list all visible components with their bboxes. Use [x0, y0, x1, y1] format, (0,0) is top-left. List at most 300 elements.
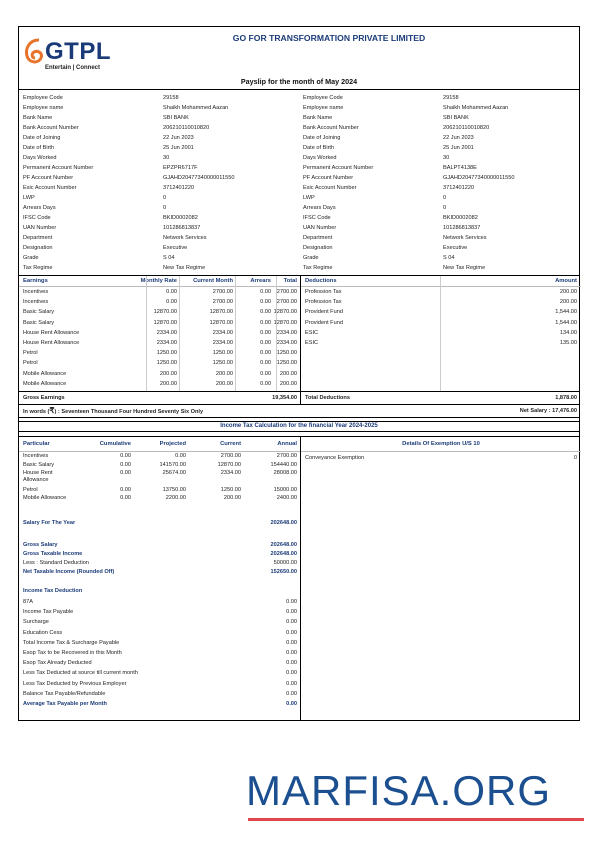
earnings-cell: Incentives — [23, 289, 49, 295]
itd-row — [19, 628, 300, 638]
info-row — [299, 173, 579, 183]
earnings-row — [19, 297, 300, 307]
tax-cell: Mobile Allowance — [23, 495, 67, 501]
earnings-cell: 12870.00 — [209, 319, 233, 326]
info-value: 0 — [443, 195, 447, 201]
info-row — [299, 253, 579, 263]
earnings-cell: House Rent Allowance — [23, 329, 80, 336]
info-label: Designation — [303, 245, 333, 251]
earnings-cell: 0.00 — [260, 339, 271, 346]
info-label: Date of Birth — [303, 145, 335, 151]
info-label: Permanent Account Number — [303, 165, 374, 171]
info-value: 3712401220 — [443, 185, 475, 191]
tax-cell: 2700.00 — [220, 453, 241, 459]
earnings-cell: 0.00 — [260, 289, 271, 295]
deductions-header — [301, 276, 581, 287]
info-row — [19, 123, 299, 133]
earnings-col-header: Arrears — [250, 278, 271, 284]
earnings-row — [19, 287, 300, 297]
itd-row — [19, 617, 300, 627]
info-value: New Tax Regime — [163, 265, 206, 271]
info-row — [299, 113, 579, 123]
deduction-amount: 134.00 — [559, 329, 577, 336]
exemption-value: 0 — [573, 455, 577, 461]
info-label: Tax Regime — [23, 265, 53, 271]
salary-year-label: Salary For The Year — [23, 520, 76, 526]
itd-value: 0.00 — [286, 599, 297, 605]
deduction-name: Profession Tax — [305, 289, 342, 295]
tax-cell: 2334.00 — [220, 470, 241, 476]
avg-tax-value: 0.00 — [286, 700, 297, 707]
tax-section — [19, 437, 579, 721]
info-value: 0 — [163, 205, 167, 211]
info-row — [299, 103, 579, 113]
deductions-row — [301, 297, 581, 307]
info-row — [19, 193, 299, 203]
tax-title: Income Tax Calculation for the financial Year 2024-2025 — [19, 422, 579, 432]
earnings-cell: 2334.00 — [212, 329, 233, 336]
earnings-row — [19, 318, 300, 328]
info-row — [19, 153, 299, 163]
tax-cell: House Rent Allowance — [23, 470, 53, 483]
deduction-name: ESIC — [305, 339, 319, 346]
info-row — [299, 133, 579, 143]
itd-label: Less Tax Deducted at source till current month — [23, 670, 138, 677]
info-value: 22 Jun 2023 — [163, 135, 194, 141]
earnings-col-header: Earnings — [23, 278, 48, 284]
exemption-title: Details Of Exemption U/S 10 — [301, 437, 581, 452]
itd-label: Esop Tax to be Recovered in this Month — [23, 649, 122, 656]
total-deductions-label: Total Deductions — [305, 395, 350, 401]
tax-row — [19, 461, 300, 470]
tax-col-header: Annual — [277, 441, 297, 447]
info-value: S 04 — [163, 255, 175, 261]
tax-row — [19, 470, 300, 486]
deduction-amount: 1,544.00 — [555, 309, 577, 316]
info-row — [19, 93, 299, 103]
info-row — [19, 243, 299, 253]
info-label: IFSC Code — [303, 215, 331, 221]
earnings-col-header: Current Month — [193, 278, 233, 284]
earnings-cell: 200.00 — [159, 370, 177, 377]
itd-value: 0.00 — [286, 639, 297, 646]
info-row — [299, 243, 579, 253]
earnings-cell: 2334.00 — [276, 339, 297, 346]
info-row — [299, 263, 579, 273]
tax-col-header: Cumulative — [99, 441, 131, 447]
total-deductions-value: 1,878.00 — [555, 395, 577, 401]
info-value: 0 — [443, 205, 447, 211]
gross-taxable-value: 202648.00 — [270, 551, 297, 557]
info-label: Designation — [23, 245, 53, 251]
deduction-amount: 135.00 — [559, 339, 577, 346]
info-label: Arrears Days — [23, 205, 56, 211]
info-value: New Tax Regime — [443, 265, 486, 271]
tax-cell: 0.00 — [175, 453, 186, 459]
itd-value: 0.00 — [286, 629, 297, 636]
deduction-amount: 200.00 — [559, 299, 577, 306]
earnings-cell: 200.00 — [215, 380, 233, 387]
earnings-cell: Mobile Allowance — [23, 380, 67, 387]
tax-row — [19, 495, 300, 511]
deductions-row — [301, 287, 581, 297]
gross-salary-label: Gross Salary — [23, 542, 58, 548]
earnings-cell: 0.00 — [260, 329, 271, 336]
itd-value: 0.00 — [286, 649, 297, 656]
info-label: LWP — [23, 195, 35, 201]
deductions-col-header: Amount — [555, 278, 577, 284]
earnings-row — [19, 307, 300, 317]
itd-label: Esop Tax Already Deducted — [23, 660, 92, 667]
earnings-header — [19, 276, 300, 287]
info-row — [19, 203, 299, 213]
itd-label: Income Tax Payable — [23, 609, 74, 616]
info-value: 101286813837 — [443, 225, 481, 231]
earnings-cell: 0.00 — [260, 309, 271, 316]
info-row — [19, 253, 299, 263]
earnings-cell: 12870.00 — [153, 309, 177, 316]
info-value: SBI BANK — [443, 115, 469, 121]
info-row — [299, 193, 579, 203]
tax-cell: 0.00 — [120, 453, 131, 459]
tax-calculation — [19, 437, 301, 721]
info-value: 0 — [163, 195, 167, 201]
info-label: Bank Name — [303, 115, 333, 121]
earnings-cell: 12870.00 — [273, 319, 297, 326]
tax-cell: Basic Salary — [23, 462, 55, 468]
info-label: Date of Joining — [23, 135, 61, 141]
info-value: 25 Jun 2001 — [163, 145, 194, 151]
info-value: Network Services — [163, 235, 207, 241]
earnings-cell: House Rent Allowance — [23, 339, 80, 346]
info-value: 29158 — [163, 95, 179, 101]
info-row — [299, 143, 579, 153]
deduction-amount: 1,544.00 — [555, 319, 577, 326]
logo-text: GTPL — [45, 38, 111, 65]
earnings-row — [19, 369, 300, 379]
deductions-row — [301, 307, 581, 317]
tax-cell: 2400.00 — [276, 495, 297, 501]
earnings-cell: Petrol — [23, 360, 38, 367]
info-label: Bank Name — [23, 115, 53, 121]
info-row — [299, 203, 579, 213]
info-label: Bank Account Number — [23, 125, 79, 131]
deductions-row — [301, 328, 581, 338]
employee-info-left — [19, 93, 299, 273]
info-row — [19, 233, 299, 243]
info-label: UAN Number — [23, 225, 57, 231]
deduction-name: Profession Tax — [305, 299, 342, 306]
deductions-row — [301, 318, 581, 328]
earnings-cell: 1250.00 — [212, 350, 233, 357]
itd-row — [19, 597, 300, 607]
info-row — [299, 223, 579, 233]
words-prefix: In words ( — [23, 409, 50, 415]
earnings-cell: 2700.00 — [276, 299, 297, 306]
itd-title: Income Tax Deduction — [23, 588, 83, 594]
tax-col-header: Current — [220, 441, 241, 447]
info-value: Executive — [163, 245, 188, 251]
exemption-row — [301, 452, 581, 464]
net-salary: Net Salary : 17,476.00 — [519, 408, 577, 414]
watermark-underline — [248, 818, 584, 821]
payslip-header — [19, 27, 579, 90]
earnings-cell: 200.00 — [215, 370, 233, 377]
info-label: UAN Number — [303, 225, 337, 231]
itd-value: 0.00 — [286, 619, 297, 626]
info-value: 25 Jun 2001 — [443, 145, 474, 151]
info-label: Bank Account Number — [303, 125, 359, 131]
earnings-cell: 2334.00 — [156, 329, 177, 336]
info-row — [299, 213, 579, 223]
info-label: LWP — [303, 195, 315, 201]
info-row — [19, 133, 299, 143]
itd-label: 87A — [23, 599, 33, 605]
employee-info — [19, 90, 579, 276]
info-label: Grade — [23, 255, 39, 261]
deductions-table — [301, 276, 581, 348]
tax-cell: 25674.00 — [162, 470, 186, 476]
itd-row — [19, 638, 300, 648]
itd-row — [19, 679, 300, 689]
itd-row — [19, 607, 300, 617]
deduction-name: Provident Fund — [305, 319, 343, 326]
tax-col-header: Particular — [23, 441, 50, 447]
earnings-cell: 0.00 — [260, 380, 271, 387]
earnings-cell: 1250.00 — [276, 360, 297, 367]
gross-earnings-label: Gross Earnings — [23, 395, 65, 401]
info-value: 101286813837 — [163, 225, 201, 231]
earnings-cell: 200.00 — [279, 380, 297, 387]
earnings-col-header: Total — [283, 278, 297, 284]
tax-cell: 13750.00 — [162, 487, 186, 493]
info-value: GJAHD20477340000011550 — [443, 175, 515, 181]
info-value: BALPT4138E — [443, 165, 477, 171]
salary-year-value: 202648.00 — [270, 520, 297, 526]
deduction-name: ESIC — [305, 329, 319, 336]
deduction-name: Provident Fund — [305, 309, 343, 316]
itd-value: 0.00 — [286, 680, 297, 687]
itd-value: 0.00 — [286, 660, 297, 667]
earnings-cell: 0.00 — [166, 289, 177, 295]
info-label: Date of Birth — [23, 145, 55, 151]
info-value: BKID0002082 — [443, 215, 478, 221]
earnings-cell: 2700.00 — [212, 289, 233, 295]
info-label: Employee Code — [23, 95, 63, 101]
info-label: Permanent Account Number — [23, 165, 94, 171]
earnings-cell: 200.00 — [279, 370, 297, 377]
info-row — [19, 223, 299, 233]
tax-cell: 28008.00 — [273, 470, 297, 476]
info-label: Department — [303, 235, 333, 241]
info-label: Days Worked — [23, 155, 57, 161]
net-taxable-value: 152650.00 — [270, 569, 297, 575]
info-label: PF Account Number — [303, 175, 354, 181]
info-value: EPZPR6717F — [163, 165, 198, 171]
tax-row — [19, 486, 300, 495]
itd-row — [19, 689, 300, 699]
info-label: Tax Regime — [303, 265, 333, 271]
itd-label: Surcharge — [23, 619, 49, 626]
tax-cell: 0.00 — [120, 470, 131, 476]
info-value: 22 Jun 2023 — [443, 135, 474, 141]
tax-cell: 0.00 — [120, 495, 131, 501]
info-row — [19, 183, 299, 193]
tax-cell: 154440.00 — [270, 462, 297, 468]
tax-cell: 12870.00 — [217, 462, 241, 468]
tax-header — [19, 437, 300, 452]
info-value: Shaikh Mohammed Aazan — [163, 105, 229, 111]
earnings-cell: 0.00 — [260, 360, 271, 367]
earnings-cell: 2334.00 — [212, 339, 233, 346]
earnings-cell: 0.00 — [260, 299, 271, 306]
tax-cell: 200.00 — [223, 495, 241, 501]
earnings-table — [19, 276, 300, 389]
earnings-row — [19, 338, 300, 348]
tax-cell: 15000.00 — [273, 487, 297, 493]
info-label: Employee name — [23, 105, 64, 111]
amount-in-words — [19, 405, 579, 418]
tax-cell: Petrol — [23, 487, 38, 493]
earnings-cell: Mobile Allowance — [23, 370, 67, 377]
tax-cell: 0.00 — [120, 462, 131, 468]
info-label: Department — [23, 235, 53, 241]
info-row — [299, 153, 579, 163]
earnings-cell: Incentives — [23, 299, 49, 306]
earnings-row — [19, 358, 300, 368]
info-row — [19, 143, 299, 153]
earnings-cell: 1250.00 — [156, 360, 177, 367]
itd-row — [19, 668, 300, 678]
info-row — [19, 103, 299, 113]
earnings-row — [19, 379, 300, 389]
info-label: Date of Joining — [303, 135, 341, 141]
avg-tax-label: Average Tax Payable per Month — [23, 700, 107, 707]
info-row — [299, 183, 579, 193]
tax-cell: 1250.00 — [220, 487, 241, 493]
earnings-row — [19, 328, 300, 338]
itd-value: 0.00 — [286, 670, 297, 677]
info-label: Arrears Days — [303, 205, 336, 211]
info-label: Esic Account Number — [303, 185, 357, 191]
info-row — [299, 163, 579, 173]
info-row — [299, 233, 579, 243]
earnings-row — [19, 348, 300, 358]
itd-label: Balance Tax Payable/Refundable — [23, 690, 106, 697]
payslip-sheet — [18, 26, 580, 721]
earnings-cell: Petrol — [23, 350, 38, 357]
earnings-deductions — [19, 276, 579, 392]
payslip-title: Payslip for the month of May 2024 — [240, 77, 358, 86]
itd-label: Less Tax Deducted by Previous Employer — [23, 680, 127, 687]
earnings-cell: Basic Salary — [23, 309, 55, 316]
info-row — [19, 213, 299, 223]
deductions-row — [301, 338, 581, 348]
info-value: 30 — [163, 155, 170, 161]
info-row — [19, 173, 299, 183]
info-value: Executive — [443, 245, 468, 251]
logo-tagline: Entertain | Connect — [45, 65, 101, 71]
info-label: Esic Account Number — [23, 185, 77, 191]
info-row — [19, 163, 299, 173]
tax-col-header: Projected — [159, 441, 186, 447]
info-value: 206210110010820 — [443, 125, 490, 131]
earnings-cell: 1250.00 — [212, 360, 233, 367]
exemption-label: Conveyance Exemption — [305, 455, 365, 461]
gross-earnings-value: 19,354.00 — [272, 395, 297, 401]
gross-taxable-label: Gross Taxable Income — [23, 551, 83, 557]
tax-row — [19, 452, 300, 461]
earnings-cell: 12870.00 — [153, 319, 177, 326]
exemption-details — [301, 437, 581, 464]
info-row — [299, 93, 579, 103]
earnings-col-header: Monthly Rate — [140, 278, 177, 284]
gross-salary-value: 202648.00 — [270, 542, 297, 548]
info-value: 30 — [443, 155, 450, 161]
deductions-col-header: Deductions — [305, 278, 337, 284]
earnings-cell: 1250.00 — [156, 350, 177, 357]
employee-info-right — [299, 93, 579, 273]
marfisa-watermark: MARFISA.ORG — [246, 767, 552, 814]
itd-label: Total Income Tax & Surcharge Payable — [23, 639, 120, 646]
earnings-cell: 2700.00 — [212, 299, 233, 306]
info-label: Grade — [303, 255, 319, 261]
tax-cell: 141570.00 — [159, 462, 186, 468]
earnings-cell: 1250.00 — [276, 350, 297, 357]
info-row — [19, 263, 299, 273]
tax-cell: 2200.00 — [165, 495, 186, 501]
info-label: Employee name — [303, 105, 344, 111]
net-taxable-label: Net Taxable Income (Rounded Off) — [23, 569, 115, 575]
itd-row — [19, 658, 300, 668]
info-label: IFSC Code — [23, 215, 51, 221]
info-value: S 04 — [443, 255, 455, 261]
std-deduction-label: Less : Standard Deduction — [23, 560, 89, 566]
tax-cell: 2700.00 — [276, 453, 297, 459]
info-value: Shaikh Mohammed Aazan — [443, 105, 509, 111]
earnings-cell: 0.00 — [260, 319, 271, 326]
info-row — [19, 113, 299, 123]
earnings-cell: 12870.00 — [273, 309, 297, 316]
itd-value: 0.00 — [286, 609, 297, 616]
info-value: BKID0002082 — [163, 215, 198, 221]
words-text: ) : Seventeen Thousand Four Hundred Seventy Six Only — [54, 409, 204, 415]
itd-label: Education Cess — [23, 629, 63, 636]
info-value: 3712401220 — [163, 185, 195, 191]
info-label: PF Account Number — [23, 175, 74, 181]
info-value: 206210110010820 — [163, 125, 210, 131]
info-value: GJAHD20477340000011550 — [163, 175, 235, 181]
std-deduction-value: 50000.00 — [273, 560, 297, 566]
earnings-cell: 0.00 — [166, 299, 177, 306]
info-value: Network Services — [443, 235, 487, 241]
deduction-amount: 200.00 — [559, 289, 577, 295]
earnings-cell: 2334.00 — [276, 329, 297, 336]
company-name: GO FOR TRANSFORMATION PRIVATE LIMITED — [232, 33, 426, 43]
earnings-cell: 12870.00 — [209, 309, 233, 316]
itd-value: 0.00 — [286, 690, 297, 697]
earnings-cell: 0.00 — [260, 350, 271, 357]
info-value: 29158 — [443, 95, 459, 101]
tax-cell: 0.00 — [120, 487, 131, 493]
itd-row — [19, 648, 300, 658]
earnings-cell: 2334.00 — [156, 339, 177, 346]
earnings-cell: 200.00 — [159, 380, 177, 387]
info-label: Days Worked — [303, 155, 337, 161]
earnings-cell: Basic Salary — [23, 319, 55, 326]
earnings-cell: 0.00 — [260, 370, 271, 377]
info-label: Employee Code — [303, 95, 343, 101]
